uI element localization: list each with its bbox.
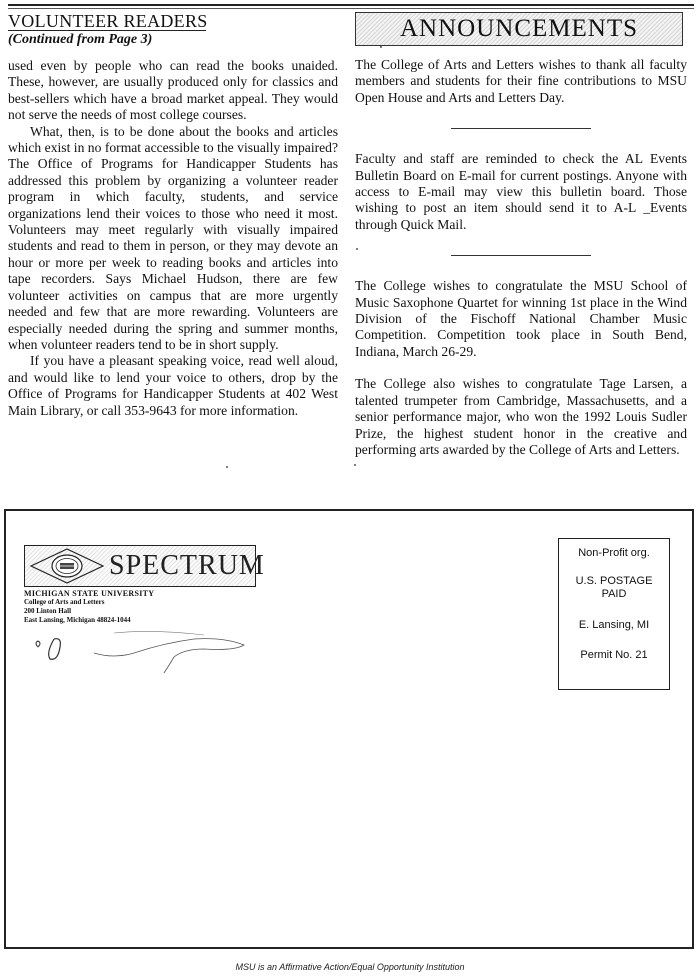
return-line: 200 Linton Hall (24, 607, 72, 615)
volunteer-readers-article (8, 12, 338, 419)
divider (451, 128, 591, 129)
spectrum-logo (24, 545, 265, 587)
announcement-item: The College wishes to congratulate the MSU School of Music Saxophone Quartet for winning 1st place in the Wind Division of the Fischoff National Chamber Music Competition. Competition took place in South Bend, Indiana, March 26-29. (355, 278, 687, 359)
announcements-section (355, 12, 687, 458)
footer-note: MSU is an Affirmative Action/Equal Opportunity Institution (235, 962, 465, 972)
postage-city: E. Lansing, MI (578, 619, 650, 631)
article-paragraph: What, then, is to be done about the books and articles which exist in no format accessible to the visually impaired? The Office of Programs for Handicapper Students has addressed this problem by organizing a volunteer reader program in which faculty, students, and service organizations lend their voices to those who need it most. Volunteers may meet regularly with visually impaired students and read to them in person, or they may devote an hour or more per week to reading books and articles into tape recorders. Says Michael Hudson, there are few volunteer activities on campus that are more urgently needed and few that are more rewarding. Volunteers are especially needed during the spring and summer months, when volunteer readers tend to be in short supply. (8, 123, 338, 352)
nonprofit-label: Non-Profit org. (578, 547, 650, 559)
divider (451, 255, 591, 256)
scan-speck (380, 46, 382, 48)
top-rule-thin (8, 8, 694, 9)
return-org: MICHIGAN STATE UNIVERSITY (24, 589, 155, 598)
article-subtitle: (Continued from Page 3) (8, 32, 153, 47)
postage-label: U.S. POSTAGE (575, 575, 653, 587)
article-paragraph: used even by people who can read the books unaided. These, however, are usually produced only for classics and best-sellers which have a broad market appeal. They would not serve the needs of most college courses. (8, 58, 338, 123)
announcement-item: The College also wishes to congratulate Tage Larsen, a talented trumpeter from Cambridge, Massachusetts, and a senior performance major, who won the 1992 Louis Sudler Prize, the highest student honor in the creative and performing arts awarded by the College of Arts and Letters. (355, 376, 687, 457)
postage-paid (559, 575, 669, 601)
announcement-item: The College of Arts and Letters wishes to thank all faculty members and students for their fine contributions to MSU Open House and Arts and Letters Day. (355, 57, 687, 105)
scan-speck (354, 464, 356, 466)
top-rule (8, 4, 694, 6)
article-title: VOLUNTEER READERS (8, 11, 208, 31)
announcements-header (355, 12, 683, 46)
mailing-panel (4, 509, 694, 949)
article-paragraph: If you have a pleasant speaking voice, read well aloud, and would like to lend your voice to others, drop by the Office of Programs for Handicapper Students at 402 West Main Library, or call 353-9643 for more information. (8, 353, 338, 418)
announcements-title: ANNOUNCEMENTS (400, 15, 638, 42)
scan-speck (356, 248, 358, 250)
return-address (24, 589, 154, 625)
postage-indicia (558, 538, 670, 690)
announcement-item: Faculty and staff are reminded to check the AL Events Bulletin Board on E-mail for current postings. Anyone with access to E-mail may view this bulletin board. Those wishing to post an item should send it to A-L _Events through Quick Mail. (355, 151, 687, 232)
scan-speck (226, 466, 228, 468)
handwriting-scribble-icon (24, 629, 264, 689)
spectrum-wordmark: SPECTRUM (109, 550, 265, 581)
return-line: College of Arts and Letters (24, 598, 105, 606)
return-line: East Lansing, Michigan 48824-1044 (24, 616, 131, 624)
paid-label: PAID (601, 588, 627, 600)
msu-seal-icon (29, 548, 105, 584)
permit-number: Permit No. 21 (580, 649, 648, 661)
